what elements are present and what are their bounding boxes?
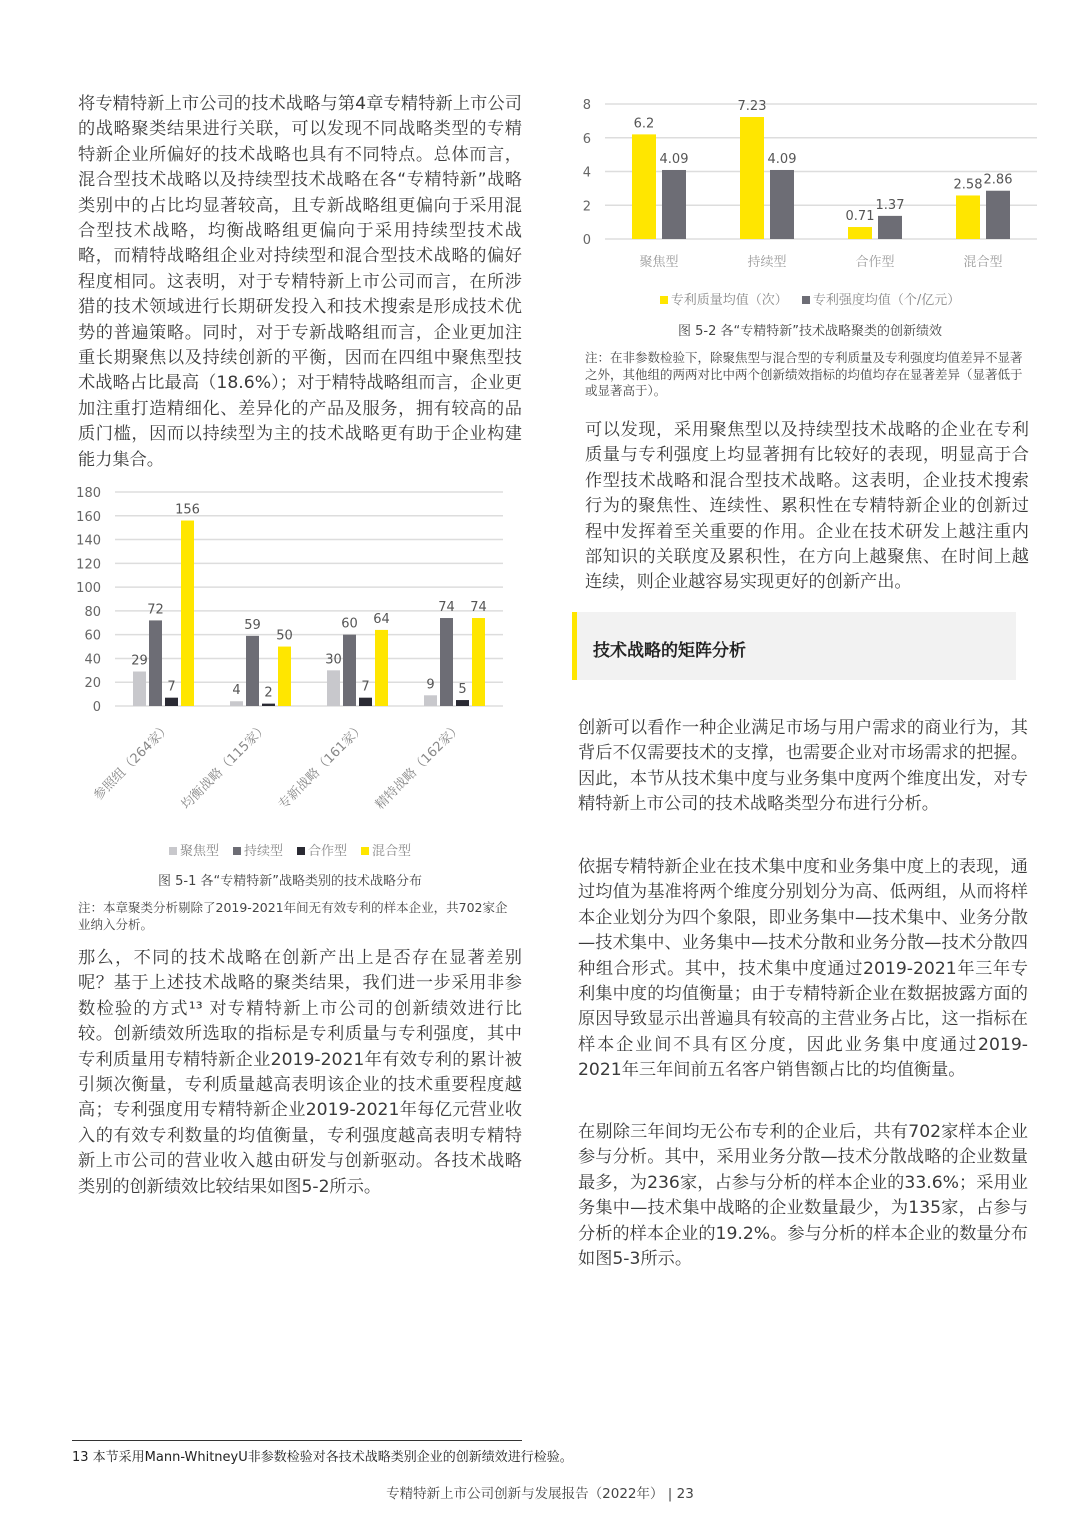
chart-5-1-caption: 图 5-1 各“专精特新”战略类别的技术战略分布 <box>158 874 422 889</box>
section-title: 技术战略的矩阵分析 <box>593 641 746 661</box>
data-label: 6.2 <box>633 116 655 132</box>
bar <box>472 618 485 706</box>
legend-item <box>361 840 411 859</box>
footnote: 13 本节采用Mann-WhitneyU非参数检验对各技术战略类别企业的创新绩效进行检验。 <box>72 1450 573 1465</box>
bar <box>165 698 178 706</box>
legend-swatch <box>802 296 810 304</box>
y-tick-label: 40 <box>84 652 101 668</box>
data-label: 74 <box>438 600 455 616</box>
data-label: 2 <box>264 685 273 701</box>
bar <box>230 701 243 706</box>
data-label: 4.09 <box>767 151 797 167</box>
x-tick-label: 均衡战略（115家） <box>178 720 272 813</box>
x-tick-label: 参照组（264家） <box>91 720 175 804</box>
y-tick-label: 160 <box>76 509 101 525</box>
bar <box>149 620 162 706</box>
bar <box>878 216 902 239</box>
legend-label: 专利强度均值（个/亿元） <box>812 293 961 308</box>
x-tick-label: 精特战略（162家） <box>372 720 466 813</box>
x-tick-label: 持续型 <box>747 255 787 270</box>
bar <box>986 191 1010 239</box>
bar <box>133 672 146 706</box>
data-label: 30 <box>325 652 342 668</box>
bar <box>632 134 656 239</box>
y-tick-label: 80 <box>84 604 101 620</box>
legend-swatch <box>297 847 305 855</box>
chart-5-2-note: 注：在非参数检验下，除聚焦型与混合型的专利质量及专利强度均值差异不显著之外，其他组的两两对比中两个创新绩效指标的均值均存在显著差异（显著低于或显著高于）。 <box>585 350 1023 398</box>
chart-5-2-caption: 图 5-2 各“专精特新”技术战略聚类的创新绩效 <box>678 324 942 339</box>
chart-5-2-legend <box>580 289 1040 308</box>
bar <box>956 195 980 239</box>
data-label: 72 <box>147 602 164 618</box>
bar <box>343 635 356 706</box>
paragraph: 那么，不同的技术战略在创新产出上是否存在显著差别呢？基于上述技术战略的聚类结果，我们进一步采用非参数检验的方式¹³ 对专精特新上市公司的创新绩效进行比较。创新绩效所选取的指标是专利质量与专利强度，其中专利质量用专精特新企业2019-2021年有效专利的累计被引频次衡量，专利质量越高表明该企业的技术重要程度越高；专利强度用专精特新企业2019-2021年每亿元营业收入的有效专利数量的均值衡量，专利强度越高表明专精特新上市公司的营业收入越由研发与创新驱动。各技术战略类别的创新绩效比较结果如图5-2所示。 <box>78 948 522 1197</box>
chart-5-1 <box>60 478 520 838</box>
data-label: 64 <box>373 611 390 627</box>
section-header <box>572 612 1016 680</box>
y-tick-label: 20 <box>84 676 101 692</box>
page-footer: 专精特新上市公司创新与发展报告（2022年） | 23 <box>386 1486 694 1502</box>
bar <box>359 698 372 706</box>
y-tick-label: 0 <box>92 700 101 715</box>
bar <box>375 630 388 706</box>
data-label: 156 <box>175 502 200 518</box>
legend-swatch <box>233 847 241 855</box>
data-label: 60 <box>341 616 358 632</box>
chart-5-2 <box>570 90 1045 275</box>
x-tick-label: 专新战略（161家） <box>275 720 369 813</box>
y-tick-label: 4 <box>582 165 591 181</box>
data-label: 4.09 <box>659 151 689 167</box>
legend-item <box>169 840 219 859</box>
data-label: 7 <box>361 679 370 695</box>
bar <box>848 227 872 239</box>
data-label: 5 <box>458 682 467 698</box>
bar <box>327 670 340 706</box>
legend-swatch <box>361 847 369 855</box>
data-label: 29 <box>131 653 148 669</box>
legend-item <box>233 840 283 859</box>
footnote-divider <box>72 1440 522 1441</box>
legend-label: 聚焦型 <box>179 844 219 859</box>
legend-item <box>660 289 788 308</box>
data-label: 2.86 <box>983 172 1013 188</box>
paragraph: 依据专精特新企业在技术集中度和业务集中度上的表现，通过均值为基准将两个维度分别划分为高、低两组，从而将样本企业划分为四个象限，即业务集中—技术集中、业务分散—技术集中、业务集中—技术分散和业务分散—技术分散四种组合形式。其中，技术集中度通过2019-2021年三年专利集中度的均值衡量；由于专精特新企业在数据披露方面的原因导致显示出普遍具有较高的主营业务占比，这一指标在样本企业间不具有区分度，因此业务集中度通过2019-2021年三年间前五名客户销售额占比的均值衡量。 <box>578 857 1028 1081</box>
data-label: 2.58 <box>953 177 983 193</box>
paragraph: 可以发现，采用聚焦型以及持续型技术战略的企业在专利质量与专利强度上均显著拥有比较好的表现，明显高于合作型技术战略和混合型技术战略。这表明，企业技术搜索行为的聚焦性、连续性、累积性在专精特新企业的创新过程中发挥着至关重要的作用。企业在技术研发上越注重内部知识的关联度及累积性，在方向上越聚焦、在时间上越连续，则企业越容易实现更好的创新产出。 <box>585 420 1029 593</box>
paragraph: 将专精特新上市公司的技术战略与第4章专精特新上市公司的战略聚类结果进行关联，可以发现不同战略类型的专精特新企业所偏好的技术战略也具有不同特点。总体而言，混合型技术战略以及持续型技术战略在各“专精特新”战略类别中的占比均显著较高，且专新战略组更偏向于采用混合型技术战略，均衡战略组更偏向于采用持续型技术战略，而精特战略组企业对持续型和混合型技术战略的偏好程度相同。这表明，对于专精特新上市公司而言，在所涉猎的技术领域进行长期研发投入和技术搜索是形成技术优势的普遍策略。同时，对于专新战略组而言，企业更加注重长期聚焦以及持续创新的平衡，因而在四组中聚焦型技术战略占比最高（18.6%）；对于精特战略组而言，企业更加注重打造精细化、差异化的产品及服务，拥有较高的品质门槛，因而以持续型为主的技术战略更有助于企业构建能力集合。 <box>78 94 522 470</box>
y-tick-label: 8 <box>582 98 591 113</box>
legend-label: 专利质量均值（次） <box>670 293 788 308</box>
chart-5-1-note: 注：本章聚类分析剔除了2019-2021年间无有效专利的样本企业，共702家企业纳入分析。 <box>78 900 508 932</box>
legend-label: 持续型 <box>243 844 283 859</box>
y-tick-label: 60 <box>84 628 101 644</box>
data-label: 0.71 <box>845 209 875 225</box>
data-label: 4 <box>232 683 241 699</box>
paragraph: 在剔除三年间均无公布专利的企业后，共有702家样本企业参与分析。其中，采用业务分散—技术分散战略的企业数量最多，为236家，占参与分析的样本企业的33.6%；采用业务集中—技术集中战略的企业数量最少，为135家，占参与分析的样本企业的19.2%。参与分析的样本企业的数量分布如图5-3所示。 <box>578 1122 1028 1270</box>
data-label: 7 <box>167 679 176 695</box>
y-tick-label: 100 <box>76 581 101 597</box>
legend-swatch <box>169 847 177 855</box>
bar <box>770 170 794 239</box>
legend-item <box>802 289 960 308</box>
data-label: 59 <box>244 617 261 633</box>
data-label: 9 <box>426 677 435 693</box>
x-tick-label: 合作型 <box>855 255 895 270</box>
y-tick-label: 6 <box>582 131 591 147</box>
legend-swatch <box>660 296 668 304</box>
bar <box>181 521 194 706</box>
bar <box>662 170 686 239</box>
bar <box>456 700 469 706</box>
bar <box>424 695 437 706</box>
bar <box>278 647 291 706</box>
bar <box>740 117 764 239</box>
data-label: 1.37 <box>875 197 905 213</box>
x-tick-label: 聚焦型 <box>639 255 679 270</box>
bar <box>262 704 275 706</box>
y-tick-label: 0 <box>582 233 591 248</box>
legend-label: 合作型 <box>308 844 348 859</box>
y-tick-label: 120 <box>76 557 101 573</box>
y-tick-label: 180 <box>76 486 101 501</box>
data-label: 7.23 <box>737 98 767 114</box>
bar <box>440 618 453 706</box>
bar <box>246 636 259 706</box>
paragraph: 创新可以看作一种企业满足市场与用户需求的商业行为，其背后不仅需要技术的支撑，也需要企业对市场需求的把握。因此，本节从技术集中度与业务集中度两个维度出发，对专精特新上市公司的技术战略类型分布进行分析。 <box>578 718 1028 815</box>
legend-label: 混合型 <box>372 844 412 859</box>
legend-item <box>297 840 347 859</box>
data-label: 74 <box>470 600 487 616</box>
data-label: 50 <box>276 628 293 644</box>
y-tick-label: 2 <box>582 199 591 215</box>
chart-5-1-legend <box>80 840 500 859</box>
x-tick-label: 混合型 <box>963 255 1003 270</box>
y-tick-label: 140 <box>76 533 101 549</box>
